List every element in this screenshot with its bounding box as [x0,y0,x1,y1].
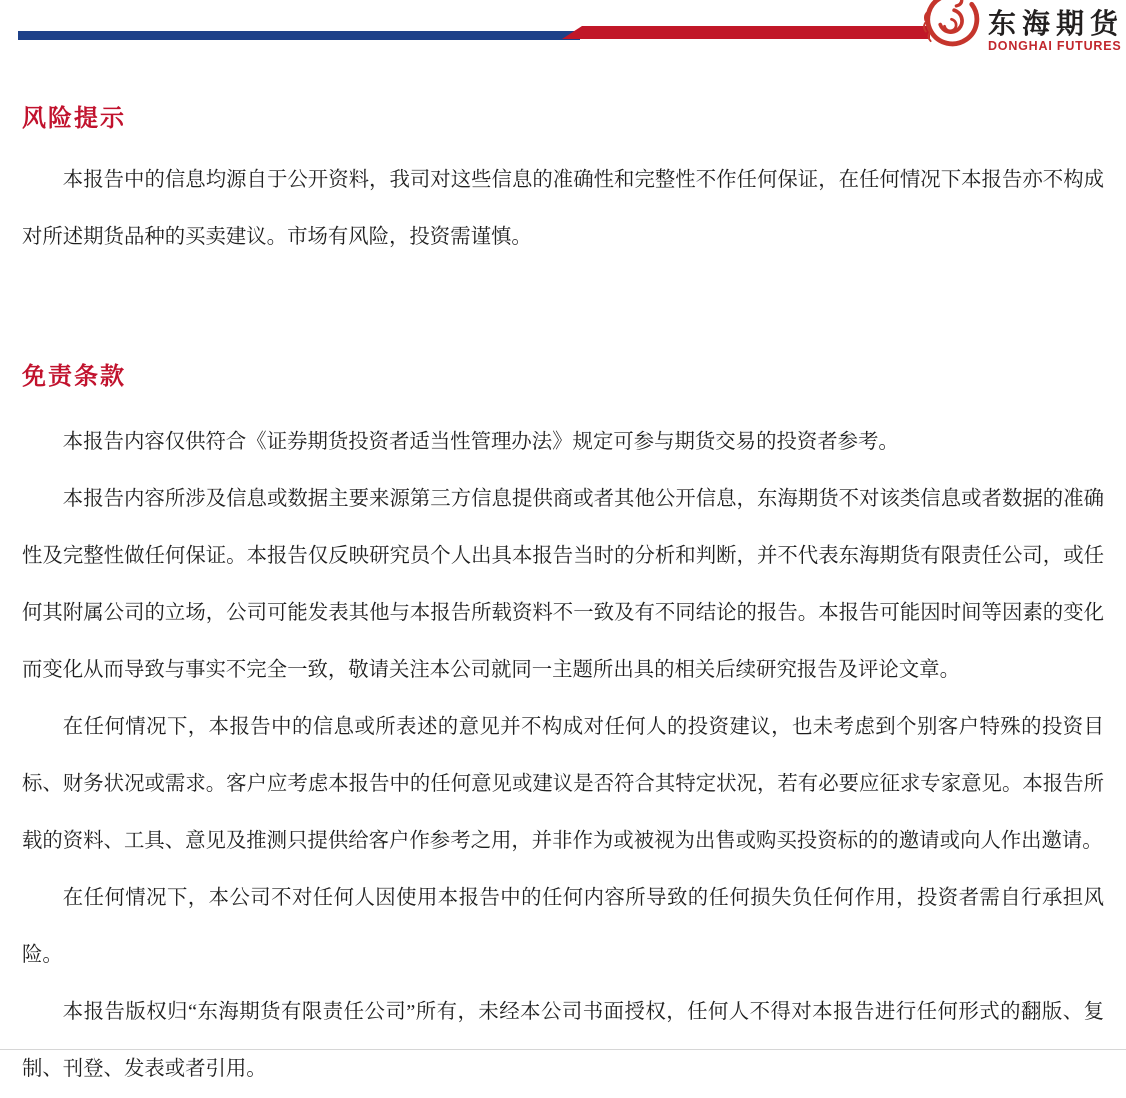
header-rule-red [562,26,930,39]
report-body [0,104,1126,1098]
phoenix-logo-icon [920,0,984,55]
risk-warning-paragraph: 本报告中的信息均源自于公开资料，我司对这些信息的准确性和完整性不作任何保证，在任何情况下本报告亦不构成对所述期货品种的买卖建议。市场有风险，投资需谨慎。 [22,169,1104,248]
report-header [0,0,1126,56]
disclaimer-heading: 免责条款 [22,364,126,390]
header-rule-blue [18,31,580,40]
brand-name-en: DONGHAI FUTURES [987,39,1122,53]
section-risk-warning [22,104,1104,266]
risk-warning-heading: 风险提示 [22,106,126,132]
brand-logo [920,0,1124,55]
brand-name-cn: 东海期货 [987,8,1124,39]
disclaimer-paragraph-4: 在任何情况下，本公司不对任何人因使用本报告中的任何内容所导致的任何损失负任何作用，投资者需自行承担风险。 [22,887,1104,966]
brand-text [988,0,1124,54]
disclaimer-paragraph-3: 在任何情况下，本报告中的信息或所表述的意见并不构成对任何人的投资建议，也未考虑到个别客户特殊的投资目标、财务状况或需求。客户应考虑本报告中的任何意见或建议是否符合其特定状况，若有必要应征求专家意见。本报告所载的资料、工具、意见及推测只提供给客户作参考之用，并非作为或被视为出售或购买投资标的的邀请或向人作出邀请。 [22,716,1104,852]
disclaimer-paragraph-2: 本报告内容所涉及信息或数据主要来源第三方信息提供商或者其他公开信息，东海期货不对该类信息或者数据的准确性及完整性做任何保证。本报告仅反映研究员个人出具本报告当时的分析和判断，并不代表东海期货有限责任公司，或任何其附属公司的立场，公司可能发表其他与本报告所载资料不一致及有不同结论的报告。本报告可能因时间等因素的变化而变化从而导致与事实不完全一致，敬请关注本公司就同一主题所出具的相关后续研究报告及评论文章。 [22,488,1104,681]
disclaimer-paragraph-1: 本报告内容仅供符合《证券期货投资者适当性管理办法》规定可参与期货交易的投资者参考。 [62,431,899,453]
section-disclaimer [22,362,1104,1098]
bottom-divider [0,1049,1126,1050]
disclaimer-paragraph-5: 本报告版权归“东海期货有限责任公司”所有，未经本公司书面授权，任何人不得对本报告进行任何形式的翻版、复制、刊登、发表或者引用。 [22,1001,1104,1080]
